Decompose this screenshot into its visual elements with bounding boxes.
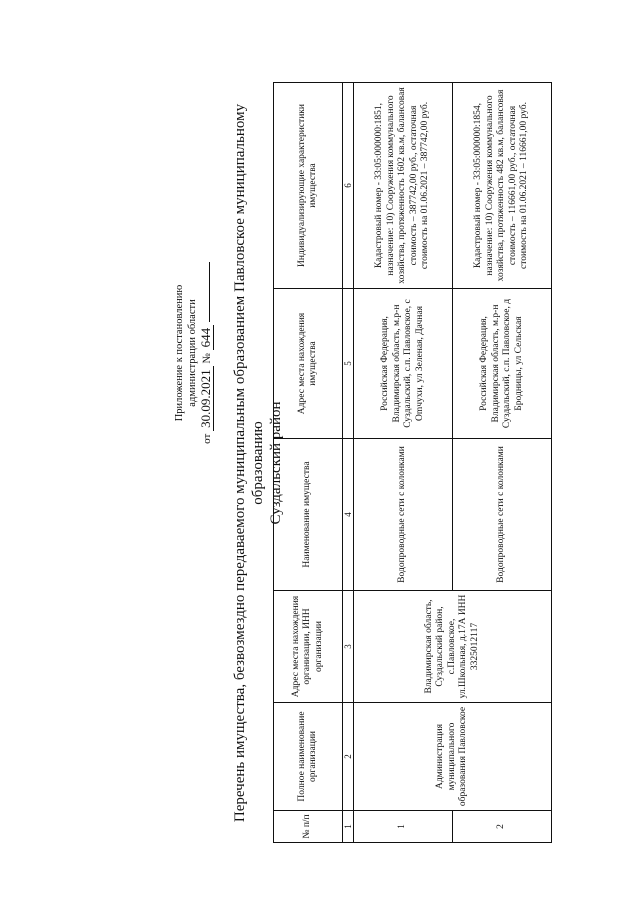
- row-num: 2: [453, 811, 552, 843]
- appendix-number: 644: [198, 325, 214, 351]
- property-name: Водопроводные сети с колонками: [354, 439, 453, 591]
- number-prefix: №: [201, 353, 213, 364]
- header-organization: Полное наименование организации: [274, 703, 343, 811]
- header-property-name: Наименование имущества: [274, 439, 343, 591]
- appendix-date-row: [199, 173, 214, 533]
- header-num: № п/п: [274, 811, 343, 843]
- header-characteristics: Индивидуализирующие характеристики имущества: [274, 83, 343, 289]
- column-number: 2: [343, 703, 354, 811]
- appendix-date: 30.09.2021: [198, 366, 214, 431]
- table-row: [354, 83, 453, 843]
- property-characteristics: Кадастровый номер - 33:05:000000:1854, назначение: 10) Сооружения коммунального хозяйства, протяженность 482 кв.м, балансовая стоимость – 116661,00 руб., остаточная стоимость на 01.06.2021 – 116661,00 руб.: [453, 83, 552, 289]
- column-number: 1: [343, 811, 354, 843]
- organization-name: Администрация муниципального образования Павловское: [354, 703, 552, 811]
- title-line-2: Суздальский район: [268, 401, 284, 525]
- document-page: [167, 83, 637, 843]
- appendix-line-2: администрации области: [187, 299, 198, 407]
- column-number-row: [343, 83, 354, 843]
- signature-underline: [199, 262, 210, 322]
- property-address: Российская Федерация, Владимирская область, м.р-н Суздальский, с.п. Павловское, д Бродницы, ул Сельская: [453, 289, 552, 439]
- organization-address: Владимирская область, Суздальский район, с.Павловское, ул.Школьная, д.17А ИНН 3325012117: [354, 591, 552, 703]
- property-table: [273, 82, 552, 843]
- property-name: Водопроводные сети с колонками: [453, 439, 552, 591]
- table-header-row: [274, 83, 343, 843]
- property-address: Российская Федерация, Владимирская область, м.р-н Суздальский, с.п. Павловское, с Omчухи, ул Зеленая, Дачная: [354, 289, 453, 439]
- property-characteristics: Кадастровый номер - 33:05:000000:1851, назначение: 10) Сооружения коммунального хозяйства, протяженность 1602 кв.м, балансовая стоимость – 387742,00 руб., остаточная стоимость на 01.06.2021 – 387742,00 руб.: [354, 83, 453, 289]
- header-organization-address: Адрес места нахождения организации, ИНН организации: [274, 591, 343, 703]
- column-number: 6: [343, 83, 354, 289]
- appendix-header: [173, 173, 214, 533]
- column-number: 3: [343, 591, 354, 703]
- column-number: 5: [343, 289, 354, 439]
- header-property-address: Адрес места нахождения имущества: [274, 289, 343, 439]
- appendix-line-1: Приложение к постановлению: [174, 284, 185, 422]
- title-line-1: Перечень имущества, безвозмездно передаваемого муниципальным образованием Павловское муниципальному образованию: [232, 103, 266, 823]
- date-prefix: от: [201, 433, 213, 444]
- column-number: 4: [343, 439, 354, 591]
- row-num: 1: [354, 811, 453, 843]
